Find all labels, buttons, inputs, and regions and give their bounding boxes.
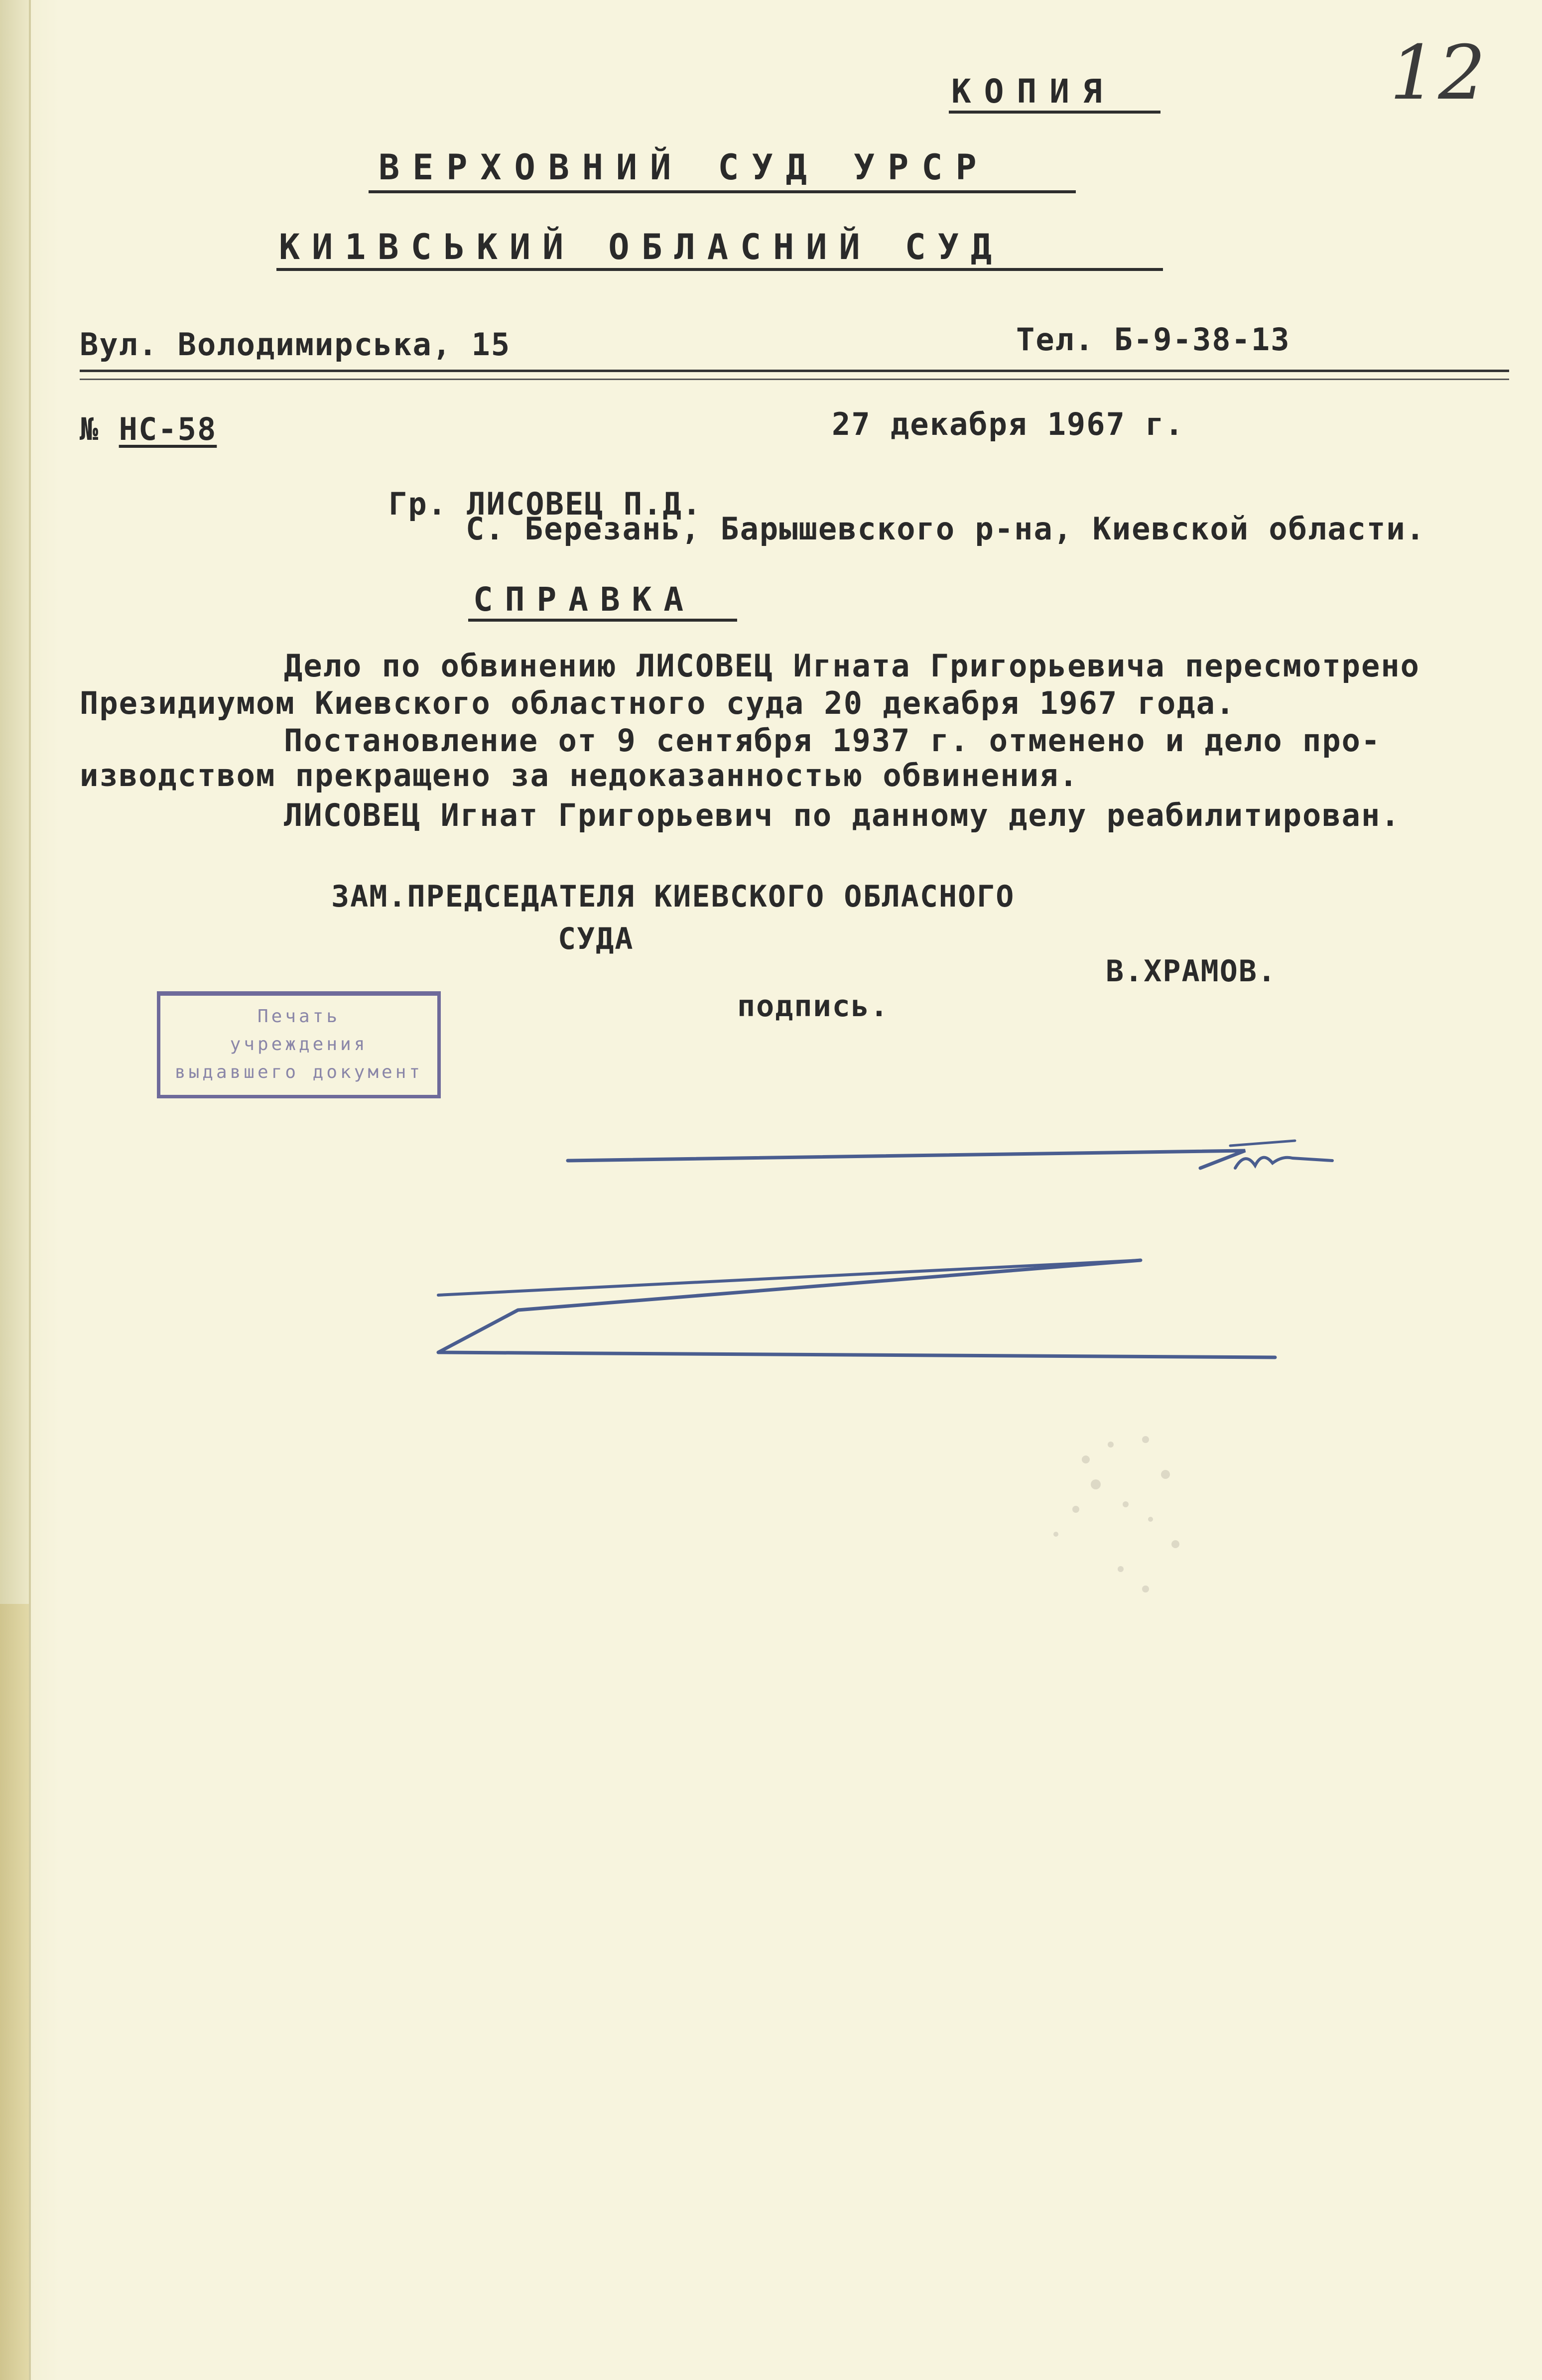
stamp-line-2: учреждения (230, 1034, 368, 1055)
faded-seal-blot (1053, 1436, 1179, 1592)
signatory-name: В.ХРАМОВ. (1106, 954, 1277, 989)
signature-title-line1: ЗАМ.ПРЕДСЕДАТЕЛЯ КИЕВСКОГО ОБЛАСНОГО (331, 879, 1015, 914)
stamp-line-3: выдавшего документ (174, 1062, 423, 1082)
number-value: НС-58 (119, 411, 217, 447)
body-line-1: Дело по обвинению ЛИСОВЕЦ Игната Григорьевича пересмотрено (284, 648, 1420, 684)
stamp-line-1: Печать (257, 1006, 341, 1027)
body-line-3: Постановление от 9 сентября 1937 г. отменено и дело про- (284, 722, 1381, 759)
header-regional-court: КИ1ВСЬКИЙ ОБЛАСНИЙ СУД (279, 227, 1004, 267)
header-supreme-court: ВЕРХОВНИЙ СУД УРСР (379, 147, 990, 188)
archive-page-number: 12 (1390, 30, 1487, 117)
signature-note: подпись. (737, 989, 889, 1024)
body-line-5: ЛИСОВЕЦ Игнат Григорьевич по данному делу реабилитирован. (284, 797, 1401, 833)
recipient-address: С. Березань, Барышевского р-на, Киевской области. (466, 511, 1426, 547)
number-prefix: № (80, 411, 100, 447)
signature-title-line2: СУДА (558, 922, 634, 956)
document-title: СПРАВКА (473, 580, 696, 619)
body-line-4: изводством прекращено за недоказанностью обвинения. (80, 757, 1079, 793)
court-address: Вул. Володимирська, 15 (80, 326, 511, 363)
document-date: 27 декабря 1967 г. (832, 406, 1184, 442)
copy-mark: КОПИЯ (951, 72, 1115, 111)
body-line-2: Президиумом Киевского областного суда 20 декабря 1967 года. (80, 685, 1236, 721)
court-phone: Тел. Б-9-38-13 (1016, 321, 1290, 358)
recipient-name: Гр. ЛИСОВЕЦ П.Д. (388, 486, 702, 522)
